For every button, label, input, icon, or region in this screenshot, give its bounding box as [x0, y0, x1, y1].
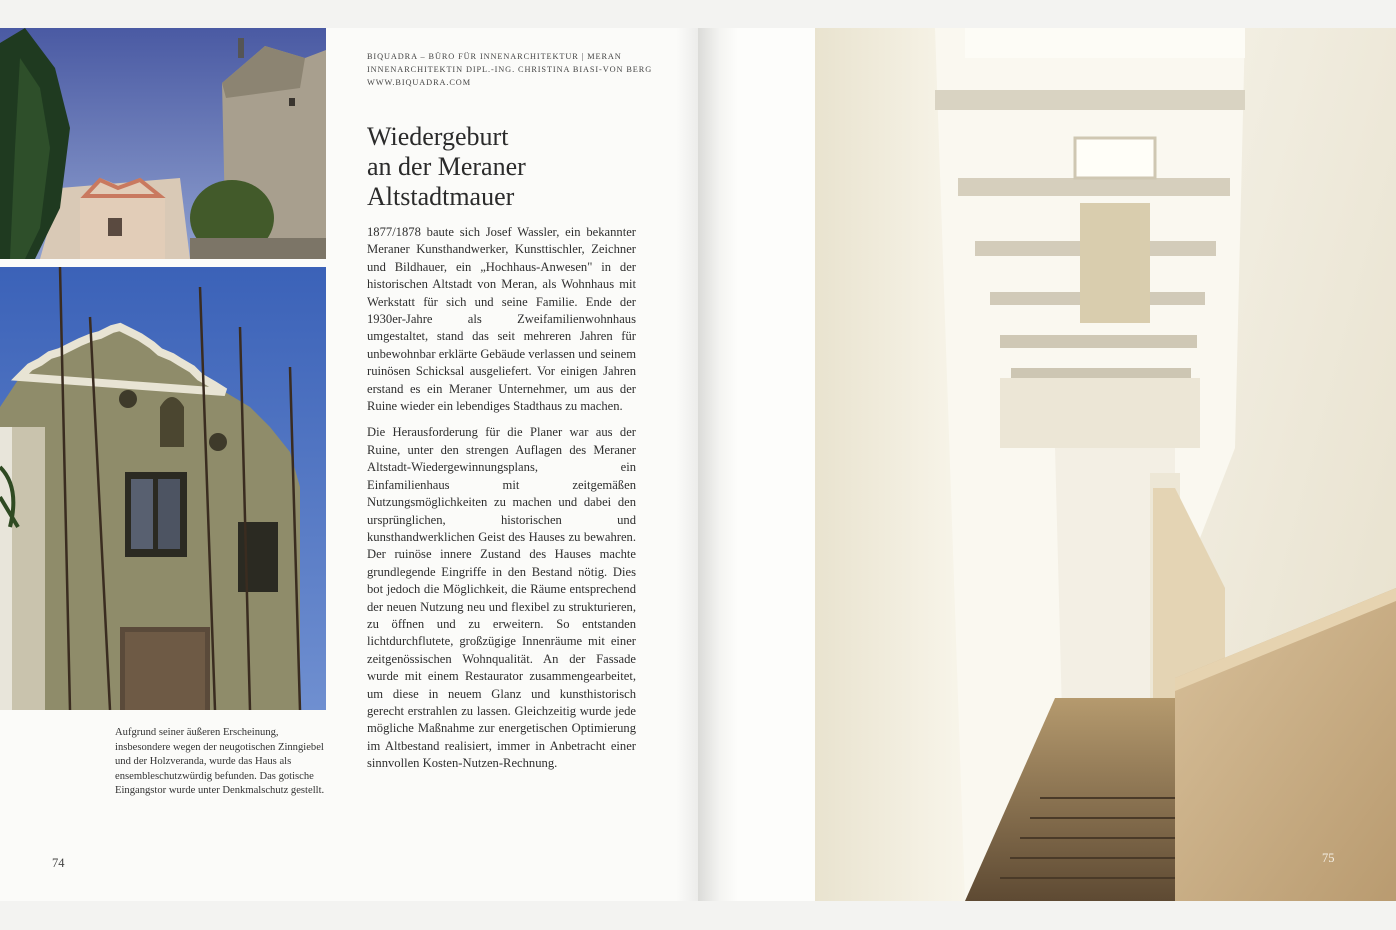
staircase-interior-photo [815, 28, 1396, 901]
credit-line-website: WWW.BIQUADRA.COM [367, 78, 471, 87]
credit-header [367, 50, 667, 89]
article-paragraph-2: Die Herausforderung für die Planer war aus der Ruine, unter den strengen Auflagen des Meraner Altstadt-Wiedergewinnungsplans, ein Einfamilienhaus mit zeitgemäßen Nutzungsmöglichkeiten zu machen und dabei den ursprünglichen, historischen und kunsthandwerklichen Geist des Hauses zu bewahren. Der ruinöse innere Zustand des Hauses machte grundlegende Eingriffe in den Bestand nötig. Dies bot jedoch die Möglichkeit, die Räume entsprechend der neuen Nutzung neu und flexibel zu strukturieren, zu öffnen und zu erweitern. So entstanden lichtdurchflutete, großzügige Innenräume mit einer zeitgenössischen Wohnqualität. An der Fassade wurde mit einem Restaurator zusammengearbeitet, um diese in neuem Glanz und kunsthistorisch gerecht erstrahlen zu lassen. Gleichzeitig wurde jede mögliche Maßnahme zur energetischen Optimierung im Altbestand realisiert, immer in Anbetracht einer sinnvollen Kosten-Nutzen-Rechnung. [367, 425, 636, 771]
article-title [367, 122, 657, 212]
article-paragraph-1: 1877/1878 baute sich Josef Wassler, ein bekannter Meraner Kunsthandwerker, Kunsttischler, Zeichner und Bildhauer, ein „Hochhaus-Anwesen" in der historischen Altstadt von Meran, als Wohnhaus mit Werkstatt für sich und seine Familie. Ende der 1930er-Jahre als Zweifamilienwohnhaus umgestaltet, stand das seit mehreren Jahren für unbewohnbar erklärte Gebäude verlassen und seinem ruinösen Schicksal ausgeliefert. Vor einigen Jahren erstand es ein Meraner Unternehmer, um aus der Ruine wieder ein lebendiges Stadthaus zu machen. [367, 225, 636, 414]
page-number-left: 74 [52, 856, 65, 870]
article-body [367, 224, 636, 782]
credit-line-architect: INNENARCHITEKTIN DIPL.-ING. CHRISTINA BIASI-VON BERG [367, 65, 653, 74]
title-line-2: an der Meraner [367, 152, 526, 181]
title-line-1: Wiedergeburt [367, 122, 509, 151]
page-number-right: 75 [1322, 851, 1335, 865]
credit-line-office: BIQUADRA – BÜRO FÜR INNENARCHITEKTUR | MERAN [367, 52, 622, 61]
ruined-facade-photo [0, 267, 326, 710]
tower-exterior-photo [0, 28, 326, 259]
photo-caption: Aufgrund seiner äußeren Erscheinung, insbesondere wegen der neugotischen Zinngiebel und der Holzveranda, wurde das Haus als ensembleschutzwürdig befunden. Das gotische Eingangstor wurde unter Denkmalschutz gestellt. [115, 727, 325, 797]
book-gutter [676, 28, 720, 901]
title-line-3: Altstadtmauer [367, 182, 515, 211]
